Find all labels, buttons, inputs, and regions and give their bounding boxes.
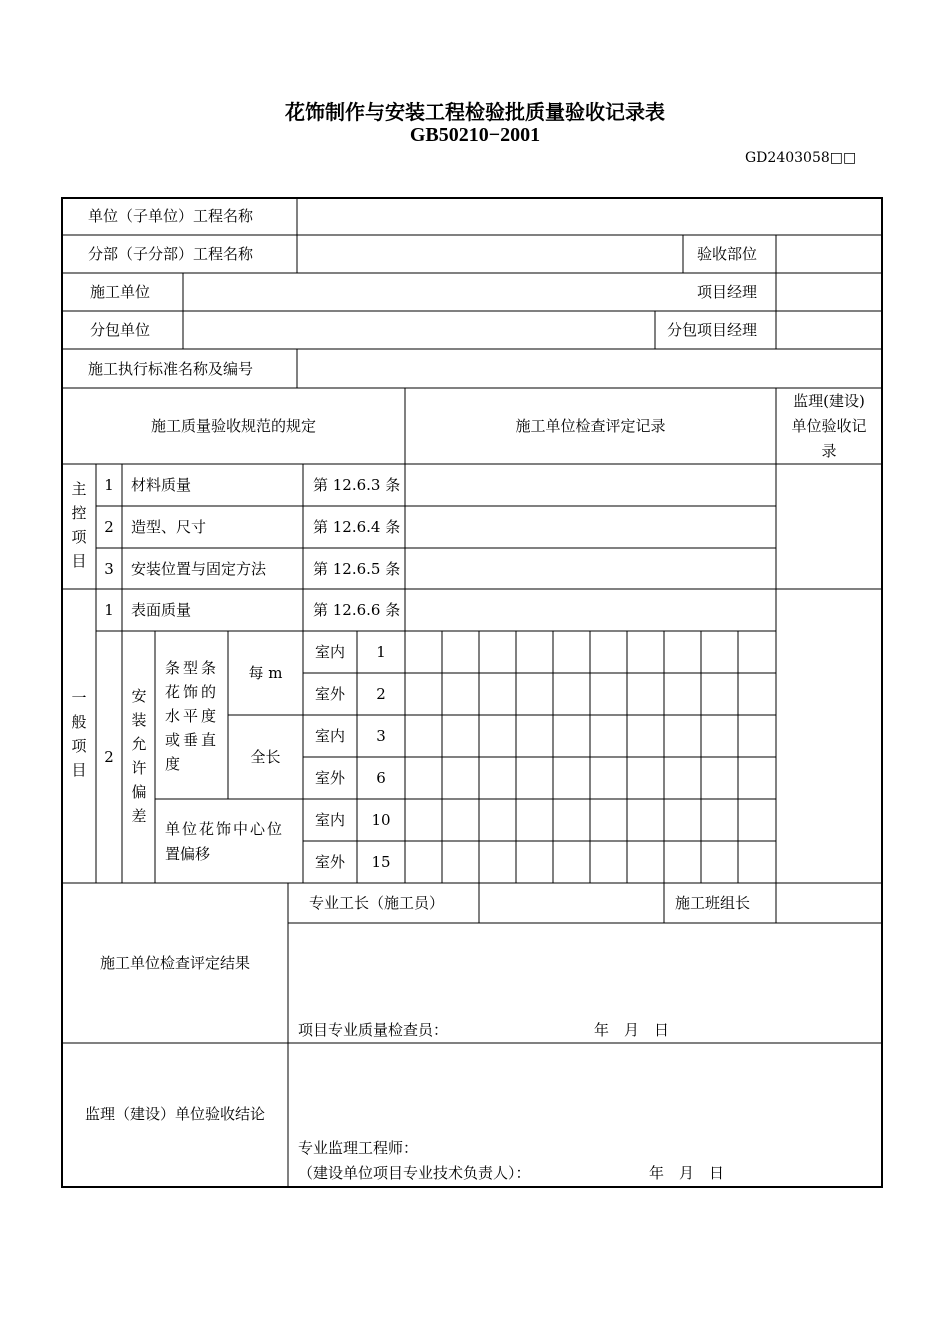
main-item-clause: 第 12.6.5 条 <box>313 560 401 578</box>
general-char: 一 <box>71 689 87 707</box>
engineer-label: 专业监理工程师： <box>298 1139 419 1157</box>
engineer-date: 年 月 日 <box>649 1164 725 1182</box>
deviation-value: 6 <box>376 769 386 787</box>
acceptance-part-label: 验收部位 <box>697 245 758 263</box>
main-item-no: 1 <box>104 476 114 494</box>
standard-code: GB50210−2001 <box>409 124 541 146</box>
inspector-date: 年 月 日 <box>594 1021 670 1039</box>
deviation-value: 15 <box>371 853 391 871</box>
supervision-conclusion-label: 监理（建设）单位验收结论 <box>84 1105 265 1123</box>
main-item-clause: 第 12.6.3 条 <box>313 476 401 494</box>
general-char: 般 <box>71 713 87 731</box>
project-manager-label: 项目经理 <box>697 283 758 301</box>
deviation-char: 偏 <box>131 783 147 801</box>
deviation-location: 室外 <box>314 769 345 787</box>
main-control-group-label <box>69 477 89 573</box>
general-item2-no: 2 <box>104 748 114 766</box>
strip-label-2: 花饰的 <box>165 683 220 701</box>
subcontract-manager-label: 分包项目经理 <box>667 321 758 339</box>
center-label-2: 置偏移 <box>165 845 211 863</box>
check-result-label: 施工单位检查评定结果 <box>99 954 250 972</box>
record-header: 施工单位检查评定记录 <box>515 417 666 435</box>
main-control-char: 主 <box>71 480 87 498</box>
general-item-name: 表面质量 <box>131 601 192 619</box>
main-item-name: 材料质量 <box>131 476 192 494</box>
main-item-name: 造型、尺寸 <box>131 518 207 536</box>
main-control-char: 目 <box>71 552 87 570</box>
deviation-location: 室内 <box>314 811 345 829</box>
owner-rep-label: （建设单位项目专业技术负责人）： <box>298 1164 531 1182</box>
construction-unit-label: 施工单位 <box>90 283 151 301</box>
main-control-char: 控 <box>71 504 87 522</box>
general-group-label <box>69 686 89 782</box>
main-item-name: 安装位置与固定方法 <box>131 560 267 578</box>
deviation-value: 3 <box>376 727 386 745</box>
strip-label-4: 或垂直 <box>165 731 220 749</box>
strip-label-1: 条型条 <box>165 659 220 677</box>
deviation-label <box>129 684 149 828</box>
subcontract-unit-label: 分包单位 <box>90 321 151 339</box>
team-leader-label: 施工班组长 <box>675 894 751 912</box>
main-item-clause: 第 12.6.4 条 <box>313 518 401 536</box>
full-length-label: 全长 <box>250 748 281 766</box>
deviation-char: 允 <box>131 735 147 753</box>
supervision-header-1: 监理(建设) <box>793 392 865 410</box>
strip-label-3: 水平度 <box>165 707 220 725</box>
deviation-char: 装 <box>131 711 147 729</box>
deviation-location: 室外 <box>314 853 345 871</box>
main-item-no: 3 <box>104 560 114 578</box>
unit-project-label: 单位（子单位）工程名称 <box>88 207 254 225</box>
division-project-label: 分部（子分部）工程名称 <box>88 245 254 263</box>
deviation-char: 安 <box>131 687 147 705</box>
strip-label-5: 度 <box>165 755 184 773</box>
standard-name-label: 施工执行标准名称及编号 <box>88 360 254 378</box>
spec-header: 施工质量验收规范的规定 <box>150 417 316 435</box>
deviation-char: 差 <box>131 807 147 825</box>
general-char: 项 <box>71 737 87 755</box>
deviation-value: 2 <box>376 685 386 703</box>
deviation-char: 许 <box>131 759 147 777</box>
deviation-value: 10 <box>371 811 391 829</box>
deviation-location: 室内 <box>314 643 345 661</box>
foreman-label: 专业工长（施工员） <box>309 894 445 912</box>
document-title: 花饰制作与安装工程检验批质量验收记录表 <box>285 100 665 124</box>
general-char: 目 <box>71 761 87 779</box>
per-m-label: 每 m <box>248 664 283 682</box>
general-item-no: 1 <box>104 601 114 619</box>
main-item-no: 2 <box>104 518 114 536</box>
main-control-char: 项 <box>71 528 87 546</box>
deviation-location: 室外 <box>314 685 345 703</box>
center-label-1: 单位花饰中心位 <box>165 820 285 838</box>
supervision-header-3: 录 <box>821 442 837 460</box>
form-code: GD2403058□□ <box>745 150 857 166</box>
supervision-header-2: 单位验收记 <box>791 417 867 435</box>
deviation-value: 1 <box>376 643 386 661</box>
deviation-location: 室内 <box>314 727 345 745</box>
inspector-label: 项目专业质量检查员： <box>298 1021 449 1039</box>
general-item-clause: 第 12.6.6 条 <box>313 601 401 619</box>
